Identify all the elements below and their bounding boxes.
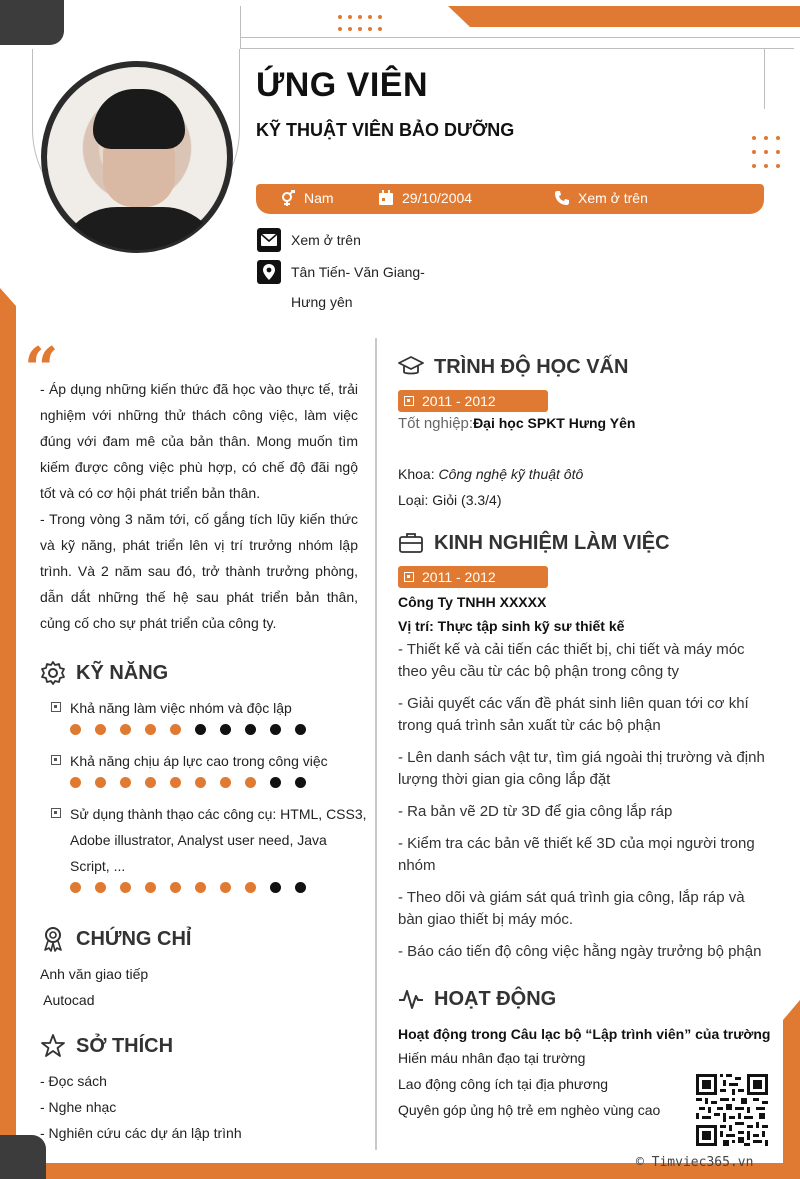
activities-heading xyxy=(398,986,556,1012)
birthdate-text: 29/10/2004 xyxy=(402,190,473,206)
rating-dot xyxy=(270,724,281,735)
skill-label-3-line-1: Sử dụng thành thạo các công cụ: HTML, CSS3, xyxy=(70,806,367,822)
experience-title: KINH NGHIỆM LÀM VIỆC xyxy=(434,531,670,554)
duty-item: - Lên danh sách vật tư, tìm giá ngoài thị trường và định lượng thời gian gia công lắp đặt xyxy=(398,749,765,788)
rating-dot xyxy=(120,724,131,735)
skill-label-3-line-2: Adobe illustrator, Analyst user need, Java xyxy=(70,832,327,848)
skill-label-3-line-3: Script, ... xyxy=(70,858,126,874)
top-divider-line xyxy=(240,37,800,38)
faculty-label: Khoa: xyxy=(398,466,439,482)
skill-label-2: Khả năng chịu áp lực cao trong công việc xyxy=(70,753,328,769)
rating-dot xyxy=(195,882,206,893)
rating-dot xyxy=(70,882,81,893)
certificate-item-1: Anh văn giao tiếp xyxy=(40,966,149,982)
job-duties xyxy=(398,639,770,973)
skill-rating-2 xyxy=(70,777,306,788)
gender-text: Nam xyxy=(304,190,334,206)
education-school-row xyxy=(398,415,635,432)
experience-period xyxy=(398,566,548,588)
education-grade: Loại: Giỏi (3.3/4) xyxy=(398,492,502,508)
skills-heading xyxy=(40,660,168,686)
map-pin-icon xyxy=(257,260,281,284)
rating-dot xyxy=(70,777,81,788)
quote-icon: “ xyxy=(24,335,59,405)
rating-dot xyxy=(270,777,281,788)
duty-item: - Ra bản vẽ 2D từ 3D để gia công lắp ráp xyxy=(398,803,673,820)
experience-heading xyxy=(398,530,670,556)
rating-dot xyxy=(170,777,181,788)
header-right-line xyxy=(764,49,765,109)
watermark: © Timviec365.vn xyxy=(636,1155,754,1170)
phone-info xyxy=(554,190,648,206)
rating-dot xyxy=(270,882,281,893)
rating-dot xyxy=(195,724,206,735)
graduated-label: Tốt nghiệp: xyxy=(398,415,474,432)
rating-dot xyxy=(245,724,256,735)
duty-item: - Giải quyết các vấn đề phát sinh liên quan tới cơ khí trong quá trình sản xuất từ các bộ phận xyxy=(398,695,749,734)
company-name: Công Ty TNHH XXXXX xyxy=(398,594,547,610)
skill-rating-3 xyxy=(70,882,306,893)
award-icon xyxy=(40,926,66,952)
hobbies-title: SỞ THÍCH xyxy=(76,1034,174,1057)
top-accent-stripe xyxy=(448,6,800,27)
education-title: TRÌNH ĐỘ HỌC VẤN xyxy=(434,355,629,378)
rating-dot xyxy=(70,724,81,735)
education-heading xyxy=(398,354,628,380)
date-marker-icon xyxy=(404,396,414,406)
corner-decoration-top-left xyxy=(0,0,64,45)
rating-dot xyxy=(220,882,231,893)
certificates-heading xyxy=(40,926,191,952)
personal-info-bar xyxy=(256,184,764,214)
rating-dot xyxy=(245,777,256,788)
graduation-cap-icon xyxy=(398,354,424,380)
address-line-1: Tân Tiến- Văn Giang- xyxy=(291,264,425,280)
briefcase-icon xyxy=(398,530,424,556)
skill-rating-1 xyxy=(70,724,306,735)
avatar xyxy=(41,61,233,253)
header-vertical-line xyxy=(240,6,241,48)
rating-dot xyxy=(95,777,106,788)
rating-dot xyxy=(295,777,306,788)
rating-dot xyxy=(170,724,181,735)
right-accent-bar xyxy=(783,1000,800,1179)
activity-headline: Hoạt động trong Câu lạc bộ “Lập trình viên” của trường xyxy=(398,1026,771,1042)
rating-dot xyxy=(195,777,206,788)
skill-marker-2 xyxy=(51,755,61,765)
star-icon xyxy=(40,1033,66,1059)
calendar-icon xyxy=(378,190,394,206)
objective-paragraph-1: - Áp dụng những kiến thức đã học vào thực tế, trải nghiệm với những thử thách công việc, làm việc đúng với đam mê của bản thân. Mong muốn tìm kiếm được công việc phù hợp, có chế độ đãi ngộ tốt và có cơ hội phát triển bản thân. xyxy=(40,381,358,501)
dots-decoration-right xyxy=(752,136,780,168)
duty-item: - Kiểm tra các bản vẽ thiết kế 3D của mọi người trong nhóm xyxy=(398,835,755,874)
career-objective xyxy=(40,376,358,636)
rating-dot xyxy=(220,724,231,735)
rating-dot xyxy=(295,882,306,893)
education-period-text: 2011 - 2012 xyxy=(422,393,496,409)
rating-dot xyxy=(95,882,106,893)
certificates-title: CHỨNG CHỈ xyxy=(76,927,192,950)
duty-item: - Thiết kế và cải tiến các thiết bị, chi tiết và máy móc theo yêu cầu từ các bộ phận trong công ty xyxy=(398,641,745,680)
left-accent-bar xyxy=(0,288,16,1148)
phone-text: Xem ở trên xyxy=(578,190,648,206)
education-faculty-row xyxy=(398,461,583,487)
school-name: Đại học SPKT Hưng Yên xyxy=(473,415,636,431)
qr-code xyxy=(696,1074,768,1146)
job-position: KỸ THUẬT VIÊN BẢO DƯỠNG xyxy=(256,120,515,140)
email-text: Xem ở trên xyxy=(291,232,361,248)
activity-item-1: Hiến máu nhân đạo tại trường xyxy=(398,1050,586,1066)
column-divider xyxy=(375,338,377,1150)
phone-icon xyxy=(554,190,570,206)
dots-decoration-top xyxy=(338,15,382,31)
rating-dot xyxy=(120,882,131,893)
faculty-name: Công nghệ kỹ thuật ôtô xyxy=(438,466,584,482)
activity-item-3: Quyên góp ủng hộ trẻ em nghèo vùng cao xyxy=(398,1102,661,1118)
skill-marker-3 xyxy=(51,808,61,818)
skill-marker-1 xyxy=(51,702,61,712)
address-row xyxy=(257,260,425,284)
rating-dot xyxy=(295,724,306,735)
birthdate-info xyxy=(378,190,472,206)
job-role: Vị trí: Thực tập sinh kỹ sư thiết kế xyxy=(398,618,625,634)
skill-label-1: Khả năng làm việc nhóm và độc lập xyxy=(70,700,292,716)
activities-title: HOẠT ĐỘNG xyxy=(434,987,557,1010)
rating-dot xyxy=(145,724,156,735)
duty-item: - Theo dõi và giám sát quá trình gia công, lắp ráp và bàn giao thiết bị máy móc. xyxy=(398,889,745,928)
duty-item: - Báo cáo tiến độ công việc hằng ngày trưởng bộ phận xyxy=(398,943,762,960)
rating-dot xyxy=(120,777,131,788)
experience-period-text: 2011 - 2012 xyxy=(422,569,496,585)
address-line-2: Hưng yên xyxy=(291,294,353,310)
hobbies-heading xyxy=(40,1033,173,1059)
rating-dot xyxy=(145,777,156,788)
gender-icon xyxy=(280,190,296,206)
certificate-item-2: Autocad xyxy=(40,992,95,1008)
hobby-item-1: - Đọc sách xyxy=(40,1073,107,1089)
gender-info xyxy=(280,190,334,206)
rating-dot xyxy=(245,882,256,893)
rating-dot xyxy=(220,777,231,788)
date-marker-icon xyxy=(404,572,414,582)
gear-icon xyxy=(40,660,66,686)
hobby-item-3: - Nghiên cứu các dự án lập trình xyxy=(40,1125,242,1141)
rating-dot xyxy=(170,882,181,893)
top-divider-line-2 xyxy=(240,48,794,49)
activity-icon xyxy=(398,986,424,1012)
rating-dot xyxy=(145,882,156,893)
activity-item-2: Lao động công ích tại địa phương xyxy=(398,1076,609,1092)
hobby-item-2: - Nghe nhạc xyxy=(40,1099,117,1115)
education-period xyxy=(398,390,548,412)
rating-dot xyxy=(95,724,106,735)
objective-paragraph-2: - Trong vòng 3 năm tới, cố gắng tích lũy kiến thức và kỹ năng, phát triển lên vị trí trưởng nhóm lập trình. Và 2 năm sau đó, trở thành trưởng phòng, dẫn dắt những thế hệ sau phát triển bản thân, củng cố cho sự phát triển của công ty. xyxy=(40,511,358,631)
candidate-name: ỨNG VIÊN xyxy=(256,66,429,104)
email-icon xyxy=(257,228,281,252)
email-row xyxy=(257,228,361,252)
skills-title: KỸ NĂNG xyxy=(76,661,169,684)
